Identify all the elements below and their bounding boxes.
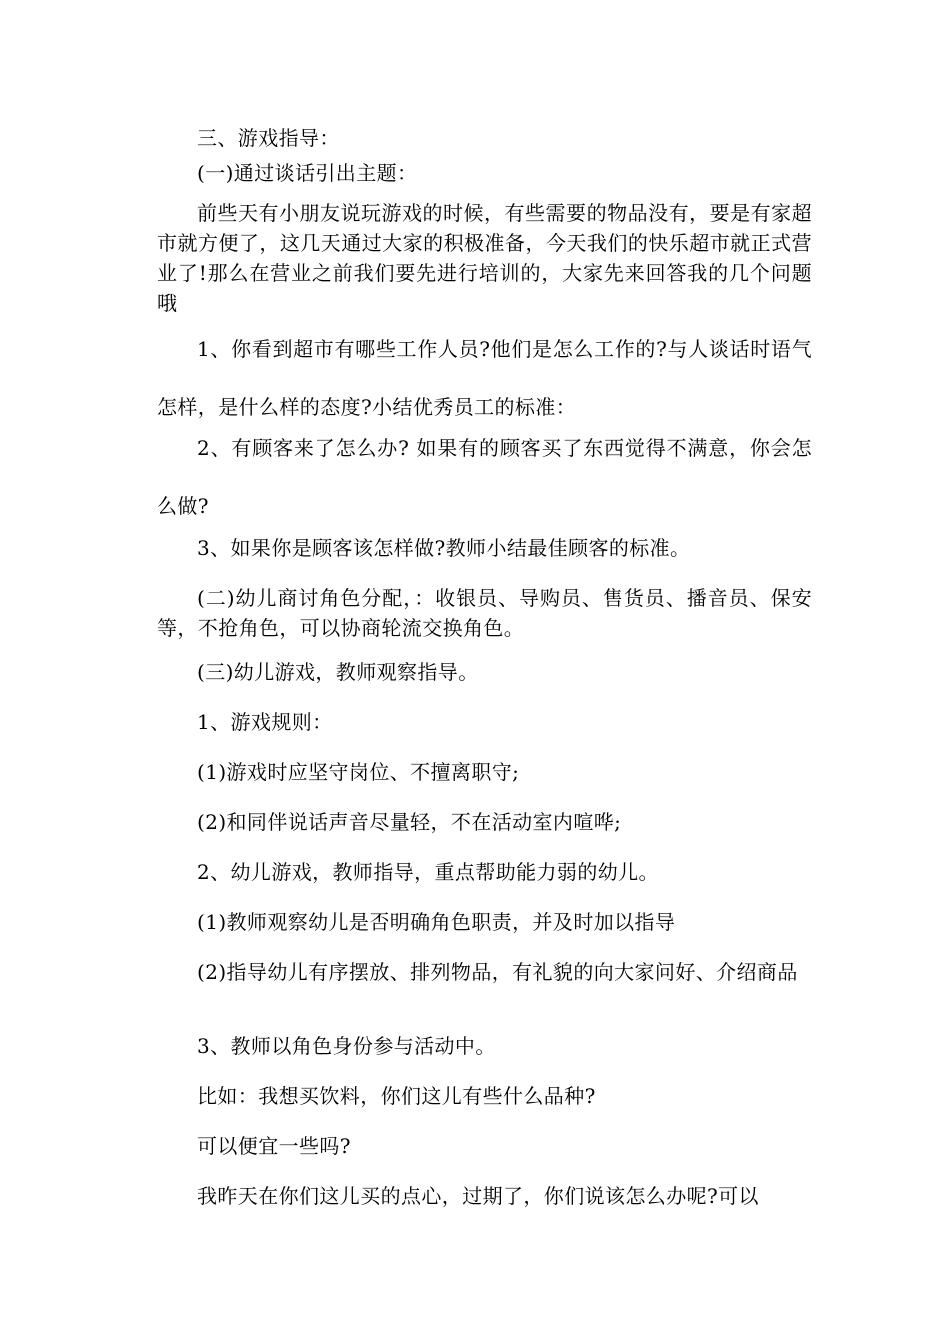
question-2: 2、有顾客来了怎么办? 如果有的顾客买了东西觉得不满意，你会怎么做?	[157, 436, 812, 518]
teacher-role-heading: 3、教师以角色身份参与活动中。	[197, 1034, 496, 1058]
question-1: 1、你看到超市有哪些工作人员?他们是怎么工作的?与人谈话时语气怎样，是什么样的态度?小结优秀员工的标准：	[157, 337, 812, 419]
subheading-intro-topic: (一)通过谈话引出主题：	[197, 161, 418, 185]
subheading-child-play: (三)幼儿游戏，教师观察指导。	[197, 660, 479, 684]
example-1: 比如：我想买饮料，你们这儿有些什么品种?	[197, 1084, 596, 1108]
guidance-2: (2)指导幼儿有序摆放、排列物品，有礼貌的向大家问好、介绍商品	[197, 960, 798, 984]
guidance-1: (1)教师观察幼儿是否明确角色职责，并及时加以指导	[197, 910, 676, 934]
rule-2: (2)和同伴说话声音尽量轻，不在活动室内喧哗;	[197, 810, 622, 834]
guidance-heading: 2、幼儿游戏，教师指导，重点帮助能力弱的幼儿。	[197, 860, 659, 884]
question-3: 3、如果你是顾客该怎样做?教师小结最佳顾客的标准。	[197, 536, 691, 560]
rule-1: (1)游戏时应坚守岗位、不擅离职守;	[197, 760, 520, 784]
game-rules-heading: 1、游戏规则：	[197, 710, 333, 734]
example-3: 我昨天在你们这儿买的点心，过期了，你们说该怎么办呢?可以	[197, 1184, 759, 1208]
subheading-role-assignment: (二)幼儿商讨角色分配，：收银员、导购员、售货员、播音员、保安等，不抢角色，可以协商轮流交换角色。	[157, 586, 812, 640]
section-heading-game-guidance: 三、游戏指导：	[197, 126, 340, 150]
paragraph-intro: 前些天有小朋友说玩游戏的时候，有些需要的物品没有，要是有家超市就方便了，这几天通过大家的积极准备，今天我们的快乐超市就正式营业了!那么在营业之前我们要先进行培训的，大家先来回答我的几个问题哦	[157, 201, 812, 315]
example-2: 可以便宜一些吗?	[197, 1134, 351, 1158]
